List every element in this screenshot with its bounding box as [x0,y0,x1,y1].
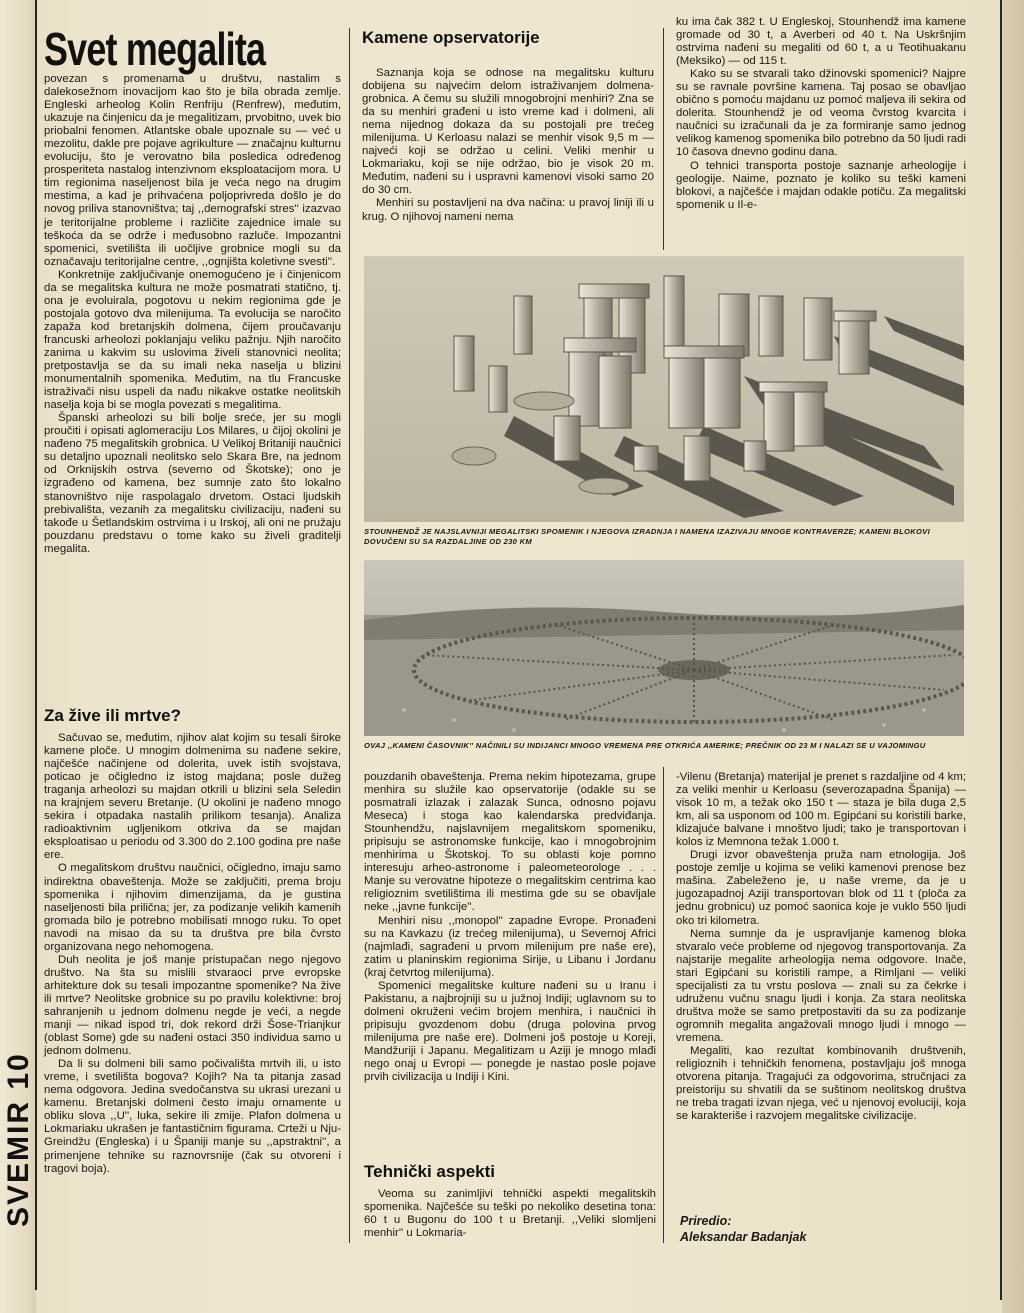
paragraph: -Vilenu (Bretanja) materijal je prenet s razdaljine od 4 km; za veliki menhir u Kerloasu (severozapadna Španija) — visok 10 m, a težak oko 150 t — staza je bila duga 2,5 km, ali sa usponom od 100 m. Egipćani su koristili barke, klizajuće balvane i mnoštvo ljudi; tako je transportovan i kolos iz Memnona težak 1.000 t. [676,771,966,849]
paragraph: Drugi izvor obaveštenja pruža nam etnologija. Još postoje zemlje u kojima se veliki kamenovi prenose bez mašina. Zabeleženo je, u naše vreme, da je u jugozapadnoj Aziji transportovan blok od 11 t (ploča za jednu grobnicu) uz pomoć saonica koje je vuklo 550 ljudi oko tri kilometra. [676,849,966,927]
paragraph: Duh neolita je još manje pristupačan nego njegovo društvo. Na šta su mislili stvaraoci prve evropske arhitekture dok su tesali impozantne spomenike? Na žive ili mrtve? Neolitske grobnice su po pravilu kolektivne: broj sahranjenih u jednom dolmenu negde je veći, a negde manji — nikad ispod tri, dok rekord drži Šose-Trianjkur (oblast Some) gde su nađeni ostaci 350 individua samo u jednom dolmenu. [44,953,341,1058]
credit-name: Aleksandar Badanjak [680,1230,807,1244]
column-2-tech [364,1188,656,1240]
spine-border [35,0,37,1290]
paragraph: O megalitskom društvu naučnici, očigledno, imaju samo indirektna obaveštenja. Može se zaključiti, prema broju spomenika i njihovim dimenzijama, da je gustina naseljenosti bila prilična; jer, za podizanje velikih kamenih gromada bilo je potrebno mobilisati mnogo ruku. To opet navodi na misao da su ta društva pre bila čvrsto organizovana nego nehomogena. [44,862,341,953]
paragraph: O tehnici transporta postoje saznanje arheologije i geologije. Naime, poznato je koliko su teški kameni blokovi, a najčešće i majdan odakle potiču. Za megalitski spomenik u Il-e- [676,159,966,211]
column-2-bottom [364,771,656,1084]
paragraph: Da li su dolmeni bili samo počivališta mrtvih ili, u isto vreme, i svetilišta bogova? Kojih? Na ta pitanja zasad nema odgovora. Jedina svedočanstva su ukrasi urezani u kamenu. Bretanjski dolmeni često imaju ornamente u obliku slova ,,U'', luka, sekire ili zmije. Plafon dolmena u Lokmariaku ukrašen je fantastičnim figurama. Crteži u Nju-Greindžu (Engleska) i u Španiji manje su ,,apstraktni'', a primenjene tehnike su raznovrsnije (čak su otvoreni i tragovi boja). [44,1058,341,1175]
page-spine [0,0,36,1313]
paragraph: Sačuvao se, međutim, njihov alat kojim su tesali široke kamene ploče. U mnogim dolmenima su nađene sekire, najčešće načinjene od dolerita, uvek istih svojstava, poticao je očigledno iz istog majdana; posle dužeg traganja arheolozi su majdan otkrili u blizini sela Seledin na krajnjem severu Bretanje. (U okolini je nađeno mnogo sekira i otpadaka nastalih prilikom tesanja). Analiza radioaktivnim ugljenikom otkriva da se majdan eksploatisao u periodu od 3.300 do 2.100 godina pre naše ere. [44,732,341,862]
paragraph: Nema sumnje da je usprаvljanje kamenog bloka stvaralo veće probleme od njegovog transportovanja. Za najstarije megalite arheologija nema odgovore. Inače, stari Egipćani su koristili rampe, a Rimljani — veliki specijalisti za tu vrstu poslova — znali su za čekrke i udruženu vučnu snagu ljudi i konja. Za stara neolitska društva može se samo pretpostaviti da su za podizanje ogromnih megalita angažovali mnogo ljudi i mnogo — vremena. [676,927,966,1044]
column-3-top [676,16,966,212]
paragraph: Saznanja koja se odnose na megalitsku kulturu dobijena su najvećim delom istraživanjem dolmena-grobnica. A čemu su služili mnogobrojni menhiri? Zna se da su menhiri građeni u isto vreme kad i dolmeni, ali nema nijednog dokaza da su postojali pre trećeg milenijuma. U Kerloasu nalazi se menhir visok 9,5 m — najveći koji se održao u celini. Veliki menhir u Lokmariaku, koji se nije održao, bio je visok 20 m. Međutim, nađeni su i uspravni kamenovi visoki samo 20 do 30 cm. [362,67,654,197]
page-edge [1002,0,1024,1313]
paragraph: povezan s promenama u društvu, nastalim s dalekosežnom inovacijom kao što je bila obrada zemlje. Engleski arheolog Kolin Renfriju (Renfrew), međutim, ukazuje na činjenicu da je megalitizam, prvobitno, uvek bio priobalni fenomen. Atlantske obale upoznale su — već u mezolitu, dakle pre pojave agrikulture — značajnu kulturnu evoluciju, što je verovatno bila posledica određenog prosperiteta nastalog intenzivnom eksploatacijom mora. U tim regionima naseljenost bila je veća nego na drugim mestima, a kad je prihvaćena poljoprivreda došlo je do novog priliva stanovništva; taj ,,demografski stres'' izazvao je teritorijalne probleme i različite zajednice imale su teškoća da se održe i međusobno razluče. Impozantni spomenici, svetilišta ili uočljive grobnice mogli su da označavaju teritorijalne centre, ,,ognjišta koletivne svesti''. [44,73,341,268]
stone-wheel-caption: OVAJ ,,KAMENI ČASOVNIK'' NAČINILI SU INDIJANCI MNOGO VREMENA PRE OTKRIĆA AMERIKE; PREČNIK OD 23 M I NALAZI SE U VAJOMINGU [364,741,926,750]
stonehenge-photo [364,256,964,522]
paragraph: Španski arheolozi su bili bolje sreće, jer su mogli proučiti i opisati aglomeraciju Los Milares, u čijoj okolini je nađeno 75 megalitskih grobnica. U Velikoj Britaniji naučnici su detaljno upoznali neolitsko selo Skara Bre, na jednom od Orknijskih ostrva (severno od Škotske); ono je izgrađeno od kamena, bez sumnje zato što lokalno stanovništvo nije raspolagalo drvetom. Ostaci ljudskih prebivališta, vezanih za megalitsku civilizaciju, nađeni su takođe u Šetlandskim ostrvima i u Irskoj, ali oni ne pružaju pouzdanu predstavu o tome kako su živeli graditelji megalita. [44,412,341,555]
heading-kamene-opservatorije: Kamene opservatorije [362,28,540,47]
paragraph: Veoma su zanimljivi tehnički aspekti megalitskih spomenika. Najčešće su teški po nekoliko desetina tona: 60 t u Bugonu do 100 t u Bretanji. ,,Veliki slomljeni menhir'' u Lokmaria- [364,1188,656,1240]
column-divider [349,28,350,1243]
paragraph: Menhiri nisu ,,monopol'' zapadne Evrope. Pronađeni su na Kavkazu (iz trećeg milenijuma), u Severnoj Africi (najmlađi, sagrađeni u prvom milenijum pre naše ere), zatim u planinskim regionima Sirije, u Libanu i Jordanu (kraj četvrtog milenijuma). [364,914,656,979]
column-3-bottom [676,771,966,1123]
heading-zive-ili-mrtve: Za žive ili mrtve? [44,706,181,725]
right-border [1000,0,1002,1300]
paragraph: ku ima čak 382 t. U Engleskoj, Stounhendž ima kamene gromade od 30 t, a Averberi od 40 t. Na Uskršnjim ostrvima nađeni su megaliti od 60 t, a u Teotihuakanu (Meksiko) — od 115 t. [676,16,966,68]
column-divider [663,28,664,250]
paragraph: Megaliti, kao rezultat kombinovanih društvenih, religioznih i tehničkih fenomena, postavljaju još mnoga otvorena pitanja. Tragajući za odgovorima, stručnjaci za preistoriju su shvatili da se suštinom neolitskog društva ne treba tragati izvan njega, već u njenovoj evoluciji, koja se karakteriše i razvojem megalitske civilizacije. [676,1044,966,1123]
spine-title: SVEMIR 10 [2,1052,35,1228]
credit-label: Priredio: [680,1214,732,1228]
stonehenge-caption: STOUNHENDŽ JE NAJSLAVNIJI MEGALITSKI SPOMENIK I NJEGOVA IZRADNJA I NAMENA IZAZIVAJU MNOGE KONTRAVERZE; KAMENI BLOKOVI DOVUČENI SU SA RAZDALJINE OD 230 KM [364,527,930,546]
paragraph: Menhiri su postavljeni na dva načina: u pravoj liniji ili u krug. O njihovoj nameni nema [362,197,654,223]
column-divider [663,767,664,1243]
column-1-bottom [44,732,341,1176]
stone-wheel-photo [364,560,964,736]
paragraph: Kako su se stvarali tako džinovski spomenici? Najpre su se ravnale površine kamena. Taj posao se obavljao obično s pomoću majdanu uz pomoć maljeva ili sekira od dolerita. Stounhendž je od veoma čvrstog kvarcita i naučnici su izračunali da je za formiranje samo jednog velikog kamenog spomenika bilo potrebno da 50 ljudi radi 10 časova dnevno godinu dana. [676,68,967,159]
paragraph: Spomenici megalitske kulture nađeni su u Iranu i Pakistanu, a najbrojniji su u južnoj Indiji; uglavnom su to dolmeni okruženi većim brojem menhira, i naučnici ih pripisuju gvozdenom dobu (druga polovina prvog milenijuma pre naše ere). Dolmeni još postoje u Koreji, Mandžuriji i Japanu. Megalitizam u Aziji je mnogo mlađi nego onaj u Evropi — ponegde je nastao posle pojave prvih civilizacija u Indiji i Kini. [364,979,656,1084]
column-2-top [362,67,654,224]
author-credit [680,1213,960,1245]
heading-tehnicki-aspekti: Tehnički aspekti [364,1162,496,1181]
paragraph: Konkretnije zaključivanje onemogućeno je i činjenicom da se megalitska kultura ne može posmatrati statično, tj. ona je evoluirala, pogotovu u nekim regionima gde je postojala gotovo dva milenijuma. Ta evolucija se naročito zapaža kod bretanjskih dolmena, čijem proučavanju francuski arheolozi poklanjaju veliku pažnju. Njih naročito zanima u kakvim su uslovima živeli stanovnici neolita; pretpostavlja se da su imali neka naselja u blizini monumentalnih spomenika. Međutim, na tlu Francuske istraživači nisu uspeli da nađu nikakve ostatke neolitskih naselja koja bi se mogla povezati s megalitima. [44,268,341,412]
paragraph: pouzdanih obaveštenja. Prema nekim hipotezama, grupe menhira su služile kao opservatorije (odakle su se posmatrali izlazak i zalazak Sunca, odnosno pojavu Meseca) i stoga kao kalendarska predviđanja. Stounhendžu, najslavnijem megalitskom spomeniku, pripisuju se astronomske funkcije, kao i mnogobrojnim menhirima u Škotskoj. To su oblasti koje pomno interesuju arheo-astronome i paleometeorologe . . . Manje su verovatne hipoteze o megalitskim centrima kao religioznim svetilištima ili mestima gde su se obavljale neke ,,javne funkcije''. [364,771,656,914]
article-title: Svet megalita [44,23,266,75]
column-1-top [44,73,341,556]
